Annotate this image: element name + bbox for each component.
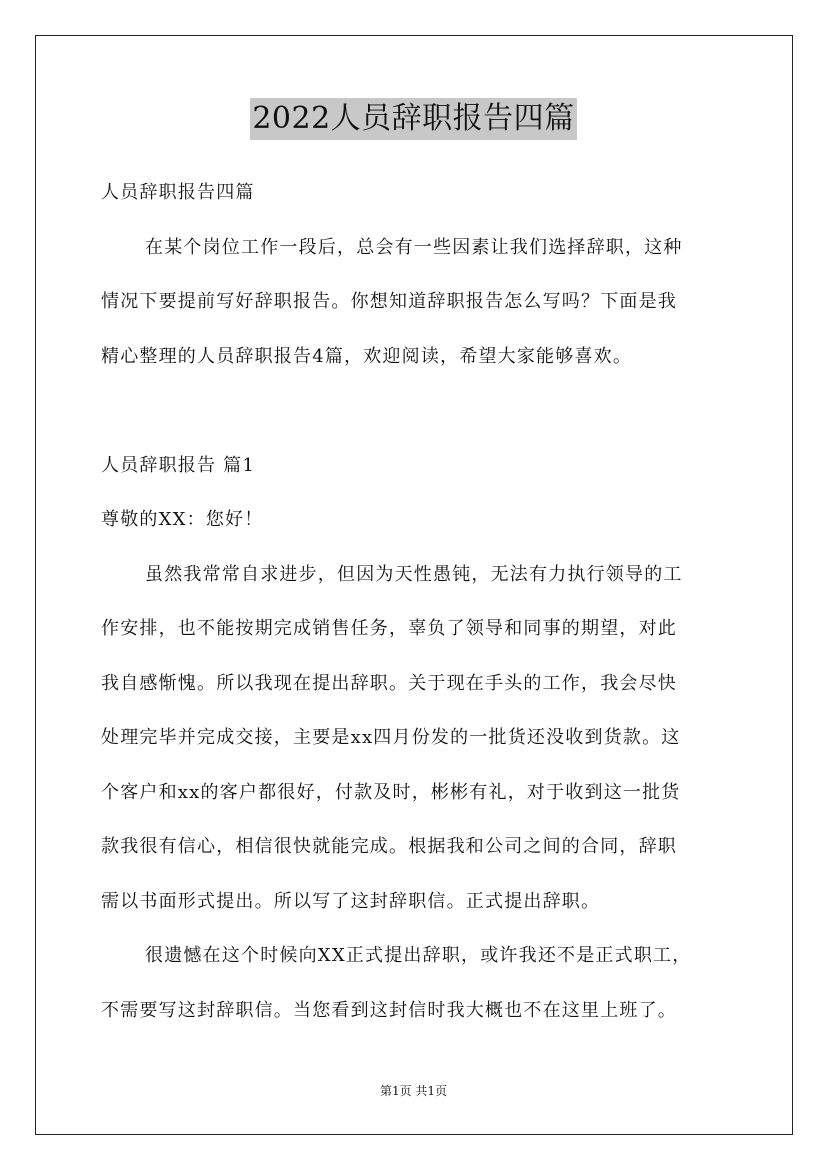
paragraph-gap — [101, 384, 736, 439]
paragraph-line: 不需要写这封辞职信。当您看到这封信时我大概也不在这里上班了。 — [101, 999, 677, 1021]
paragraph-line: 作安排，也不能按期完成销售任务，辜负了领导和同事的期望，对此 — [101, 618, 677, 639]
section-heading: 人员辞职报告 篇1 — [101, 454, 255, 476]
document-body — [101, 166, 736, 1038]
intro-line: 精心整理的人员辞职报告4篇，欢迎阅读，希望大家能够喜欢。 — [101, 345, 633, 367]
title-container — [0, 98, 827, 140]
page-number-footer: 第1页 共1页 — [379, 1084, 448, 1098]
salutation: 尊敬的XX：您好！ — [101, 509, 264, 530]
paragraph-line: 个客户和xx的客户都很好，付款及时，彬彬有礼，对于收到这一批货 — [101, 781, 681, 803]
paragraph-line: 处理完毕并完成交接，主要是xx四月份发的一批货还没收到货款。这 — [101, 727, 681, 748]
paragraph-line: 我自感惭愧。所以我现在提出辞职。关于现在手头的工作，我会尽快 — [101, 672, 677, 694]
paragraph-line: 很遗憾在这个时候向XX正式提出辞职，或许我还不是正式职工， — [145, 945, 692, 966]
paragraph-line: 款我很有信心，相信很快就能完成。根据我和公司之间的合同，辞职 — [101, 836, 677, 857]
document-subtitle: 人员辞职报告四篇 — [101, 182, 255, 203]
intro-line: 在某个岗位工作一段后，总会有一些因素让我们选择辞职，这种 — [145, 236, 683, 258]
intro-line: 情况下要提前写好辞职报告。你想知道辞职报告怎么写吗？下面是我 — [101, 291, 677, 312]
paragraph-line: 虽然我常常自求进步，但因为天性愚钝，无法有力执行领导的工 — [145, 563, 683, 585]
document-title: 2022人员辞职报告四篇 — [250, 98, 576, 140]
paragraph-line: 需以书面形式提出。所以写了这封辞职信。正式提出辞职。 — [101, 890, 601, 912]
